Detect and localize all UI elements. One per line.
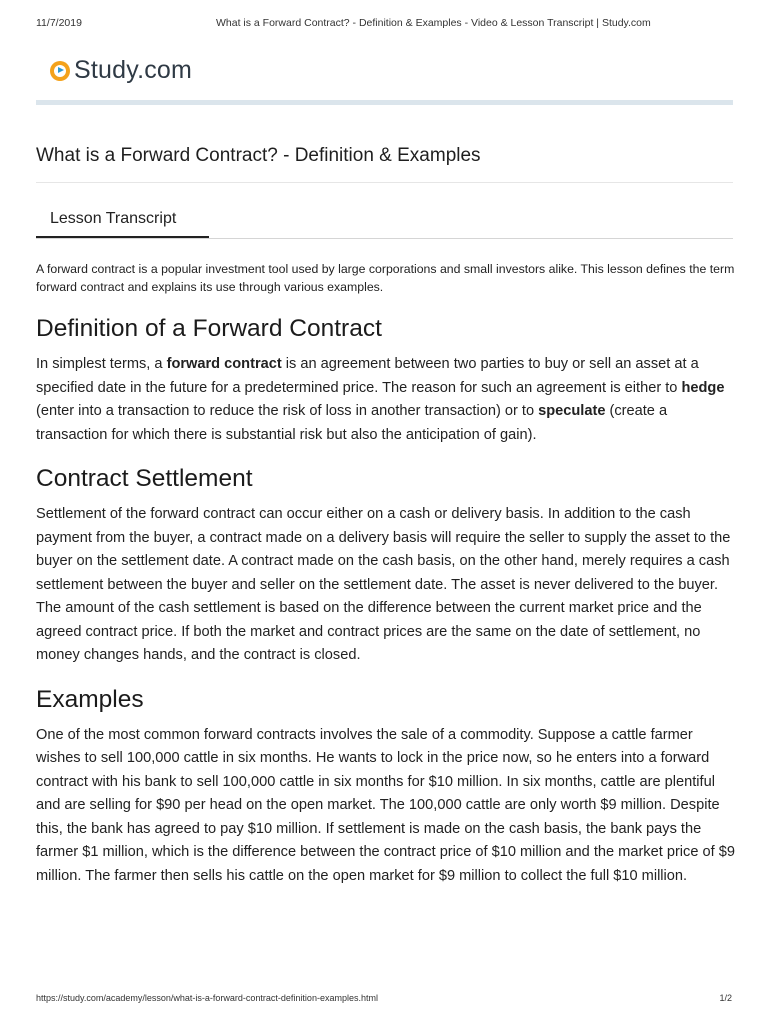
definition-heading: Definition of a Forward Contract: [36, 315, 382, 342]
examples-heading: Examples: [36, 685, 144, 713]
page-number: 1/2: [719, 993, 732, 1003]
study-logo[interactable]: [50, 56, 192, 85]
term-speculate: speculate: [538, 403, 606, 419]
definition-text-4: (create a transaction for which there is substantial risk but also the anticipation of gain).: [36, 403, 668, 443]
footer-url: https://study.com/academy/lesson/what-is-a-forward-contract-definition-examples.html: [36, 993, 378, 1003]
logo-text: Study.com: [74, 56, 193, 84]
print-footer: [36, 993, 732, 1003]
lesson-content: [36, 260, 736, 905]
page-title: What is a Forward Contract? - Definition & Examples: [36, 145, 481, 166]
term-hedge: hedge: [681, 379, 725, 396]
definition-paragraph: [36, 353, 736, 447]
print-date: 11/7/2019: [36, 17, 82, 29]
print-header: [36, 17, 732, 29]
play-icon: [50, 61, 70, 81]
lesson-intro: A forward contract is a popular investment tool used by large corporations and small investors alike. This lesson defines the term forward contract and explains its use through various examples.: [36, 262, 735, 294]
definition-text-2: is an agreement between two parties to buy or sell an asset at a specified date in the future for a predetermined price. The reason for such an agreement is either to: [36, 356, 699, 396]
settlement-paragraph: Settlement of the forward contract can occur either on a cash or delivery basis. In addition to the cash payment from the buyer, a contract made on a delivery basis will require the seller to supply the asset to the buyer on the settlement date. A contract made on the cash basis, on the other hand, merely requires a cash settlement between the buyer and seller on the settlement date. The asset is never delivered to the buyer. The amount of the cash settlement is based on the difference between the current market price and the agreed contract price. If both the market and contract prices are the same on the date of settlement, no money changes hands, and the contract is closed.: [36, 506, 731, 663]
print-page-title: What is a Forward Contract? - Definition & Examples - Video & Lesson Transcript | Study.com: [216, 17, 651, 29]
examples-paragraph: One of the most common forward contracts involves the sale of a commodity. Suppose a cattle farmer wishes to sell 100,000 cattle in six months. He wants to lock in the price now, so he enters into a forward contract with his bank to sell 100,000 cattle in six months for $10 million. In six months, cattle are plentiful and are selling for $90 per head on the open market. The 100,000 cattle are only worth $9 million. Despite this, the bank has agreed to pay $10 million. If settlement is made on the cash basis, the bank pays the farmer $1 million, which is the difference between the contract price of $10 million and the market price of $9 million. The farmer then sells his cattle on the open market for $9 million to collect the full $10 million.: [36, 726, 735, 884]
header-divider: [36, 100, 733, 105]
definition-text-1: In simplest terms, a: [36, 356, 167, 372]
settlement-heading: Contract Settlement: [36, 465, 253, 492]
tab-divider: [36, 238, 733, 239]
definition-text-3: (enter into a transaction to reduce the risk of loss in another transaction) or to: [36, 403, 539, 419]
term-forward-contract: forward contract: [166, 356, 282, 372]
title-divider: [36, 182, 733, 183]
tab-lesson-transcript[interactable]: Lesson Transcript: [36, 210, 209, 239]
